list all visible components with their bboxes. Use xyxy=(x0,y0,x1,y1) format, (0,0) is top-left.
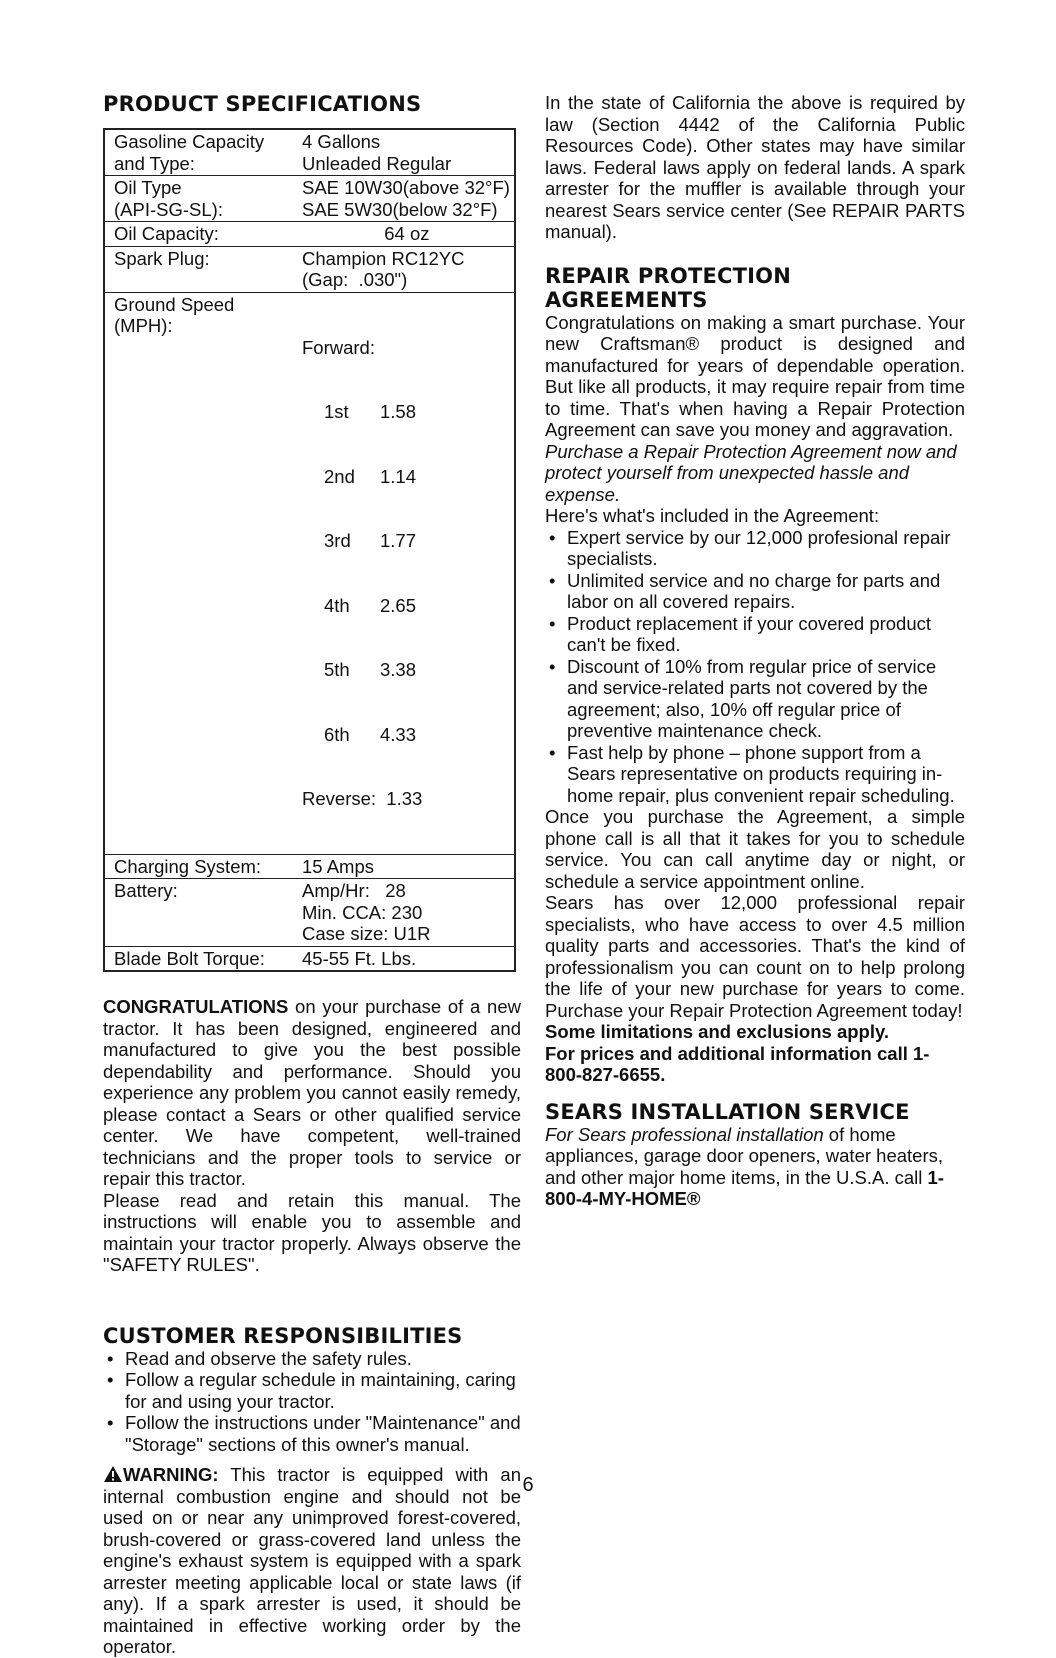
customer-title: CUSTOMER RESPONSIBILITIES xyxy=(103,1323,463,1348)
retain-manual-paragraph: Please read and retain this manual. The instructions will enable you to assemble and maintain your tractor properly. Always observe the "SAFETY RULES". xyxy=(103,1189,521,1275)
list-item: • Read and observe the safety rules. xyxy=(103,1348,521,1370)
spec-key: Charging System: xyxy=(114,855,262,877)
repair-paragraph-3: Sears has over 12,000 professional repair specialists, who have access to over 4.5 million quality parts and accessories. That's the kind of professionalism you can count on to help prolong the life of your new purchase for years to come. Purchase your Repair Protection Agreement today! xyxy=(545,892,965,1021)
specs-table xyxy=(103,128,516,972)
spec-value: 45-55 Ft. Lbs. xyxy=(302,947,417,969)
specs-title: PRODUCT SPECIFICATIONS xyxy=(103,92,422,116)
spec-key: Blade Bolt Torque: xyxy=(114,947,265,969)
install-paragraph: For Sears professional installation of home appliances, garage door openers, water heaters, and other major home items, in the U.S.A. call 1-800-4-MY-HOME® xyxy=(545,1123,944,1209)
spec-key: Spark Plug: xyxy=(114,247,210,269)
forward-label: Forward: xyxy=(302,336,375,358)
page-number: 6 xyxy=(522,1474,534,1496)
repair-benefits-list xyxy=(545,527,965,807)
spec-key: Battery: xyxy=(114,880,178,901)
install-title: SEARS INSTALLATION SERVICE xyxy=(545,1099,910,1124)
spec-value: SAE 10W30(above 32°F) SAE 5W30(below 32°F) xyxy=(302,177,510,220)
spec-row xyxy=(105,221,514,246)
spec-row xyxy=(105,878,514,946)
congrats-paragraph: CONGRATULATIONS on your purchase of a new tractor. It has been designed, engineered and manufactured to give you the best possible dependability and performance. Should you experience any problem you cannot easily remedy, please contact a Sears or other qualified service center. We have competent, well-trained technicians and the proper tools to service or repair this tractor. xyxy=(103,996,521,1189)
list-item: • Follow a regular schedule in maintaining, caring for and using your tractor. xyxy=(103,1369,521,1412)
right-column xyxy=(545,92,965,1210)
spec-key: Oil Capacity: xyxy=(114,223,219,244)
spec-value: 15 Amps xyxy=(302,855,374,877)
repair-paragraph-2: Once you purchase the Agreement, a simple phone call is all that it takes for you to schedule service. You can call anytime day or night, or schedule a service appointment online. xyxy=(545,806,965,892)
repair-included-intro: Here's what's included in the Agreement: xyxy=(545,505,880,526)
gear-row: 2nd 1.14 xyxy=(324,465,417,487)
spec-key: Oil Type (API-SG-SL): xyxy=(114,177,223,220)
spec-value: Champion RC12YC (Gap: .030") xyxy=(302,247,465,290)
list-item: • Unlimited service and no charge for parts and labor on all covered repairs. xyxy=(545,570,965,613)
spec-key: Gasoline Capacity and Type: xyxy=(114,131,265,174)
gear-row: 6th 4.33 xyxy=(324,723,417,745)
spec-row xyxy=(105,130,514,175)
list-item: • Expert service by our 12,000 profesional repair specialists. xyxy=(545,527,965,570)
list-item: • Product replacement if your covered product can't be fixed. xyxy=(545,613,965,656)
spec-key: Ground Speed (MPH): xyxy=(114,293,235,336)
customer-list xyxy=(103,1348,521,1456)
gear-row: 3rd 1.77 xyxy=(324,530,417,551)
warning-paragraph: WARNING: This tractor is equipped with an internal combustion engine and should not be used on or near any unimproved forest-covered, brush-covered or grass-covered land unless the engine's exhaust system is equipped with a spark arrester meeting applicable local or state laws (if any). If a spark arrester is used, it should be maintained in effective working order by the operator. xyxy=(103,1464,521,1657)
repair-italic-paragraph: Purchase a Repair Protection Agreement now and protect yourself from unexpected hassle and expense. xyxy=(545,440,957,505)
spec-row xyxy=(105,175,514,221)
list-item: • Discount of 10% from regular price of service and service-related parts not covered by the agreement; also, 10% off regular price of preventive maintenance check. xyxy=(545,656,965,742)
list-item: • Follow the instructions under "Maintenance" and "Storage" sections of this owner's manual. xyxy=(103,1412,521,1455)
spec-value: 4 Gallons Unleaded Regular xyxy=(302,131,452,174)
repair-intro-paragraph: Congratulations on making a smart purchase. Your new Craftsman® product is designed and manufactured for years of dependable operation. But like all products, it may require repair from time to time. That's when having a Repair Protection Agreement can save you money and aggravation. xyxy=(545,311,965,440)
california-paragraph: In the state of California the above is required by law (Section 4442 of the California Public Resources Code). Other states may have similar laws. Federal laws apply on federal lands. A spark arrester for the muffler is available through your nearest Sears service center (See REPAIR PARTS manual). xyxy=(545,92,965,242)
reverse-label: Reverse: 1.33 xyxy=(302,788,423,809)
gear-list xyxy=(302,294,514,853)
gear-row: 1st 1.58 xyxy=(324,401,417,422)
spec-value: Amp/Hr: 28 Min. CCA: 230 Case size: U1R xyxy=(302,880,431,944)
spec-row-ground-speed xyxy=(105,292,514,854)
gear-row: 4th 2.65 xyxy=(324,594,417,616)
spec-row xyxy=(105,946,514,971)
spec-value: 64 oz xyxy=(302,223,430,244)
repair-phone: For prices and additional information call 1-800-827-6655. xyxy=(545,1042,930,1085)
spec-row xyxy=(105,854,514,879)
repair-title: REPAIR PROTECTION AGREEMENTS xyxy=(545,263,791,312)
left-column xyxy=(103,92,521,1658)
gear-row: 5th 3.38 xyxy=(324,659,417,680)
list-item: • Fast help by phone – phone support from a Sears representative on products requiring in-home repair, plus convenient repair scheduling. xyxy=(545,742,965,807)
spec-row xyxy=(105,246,514,292)
repair-limitations: Some limitations and exclusions apply. xyxy=(545,1021,890,1042)
